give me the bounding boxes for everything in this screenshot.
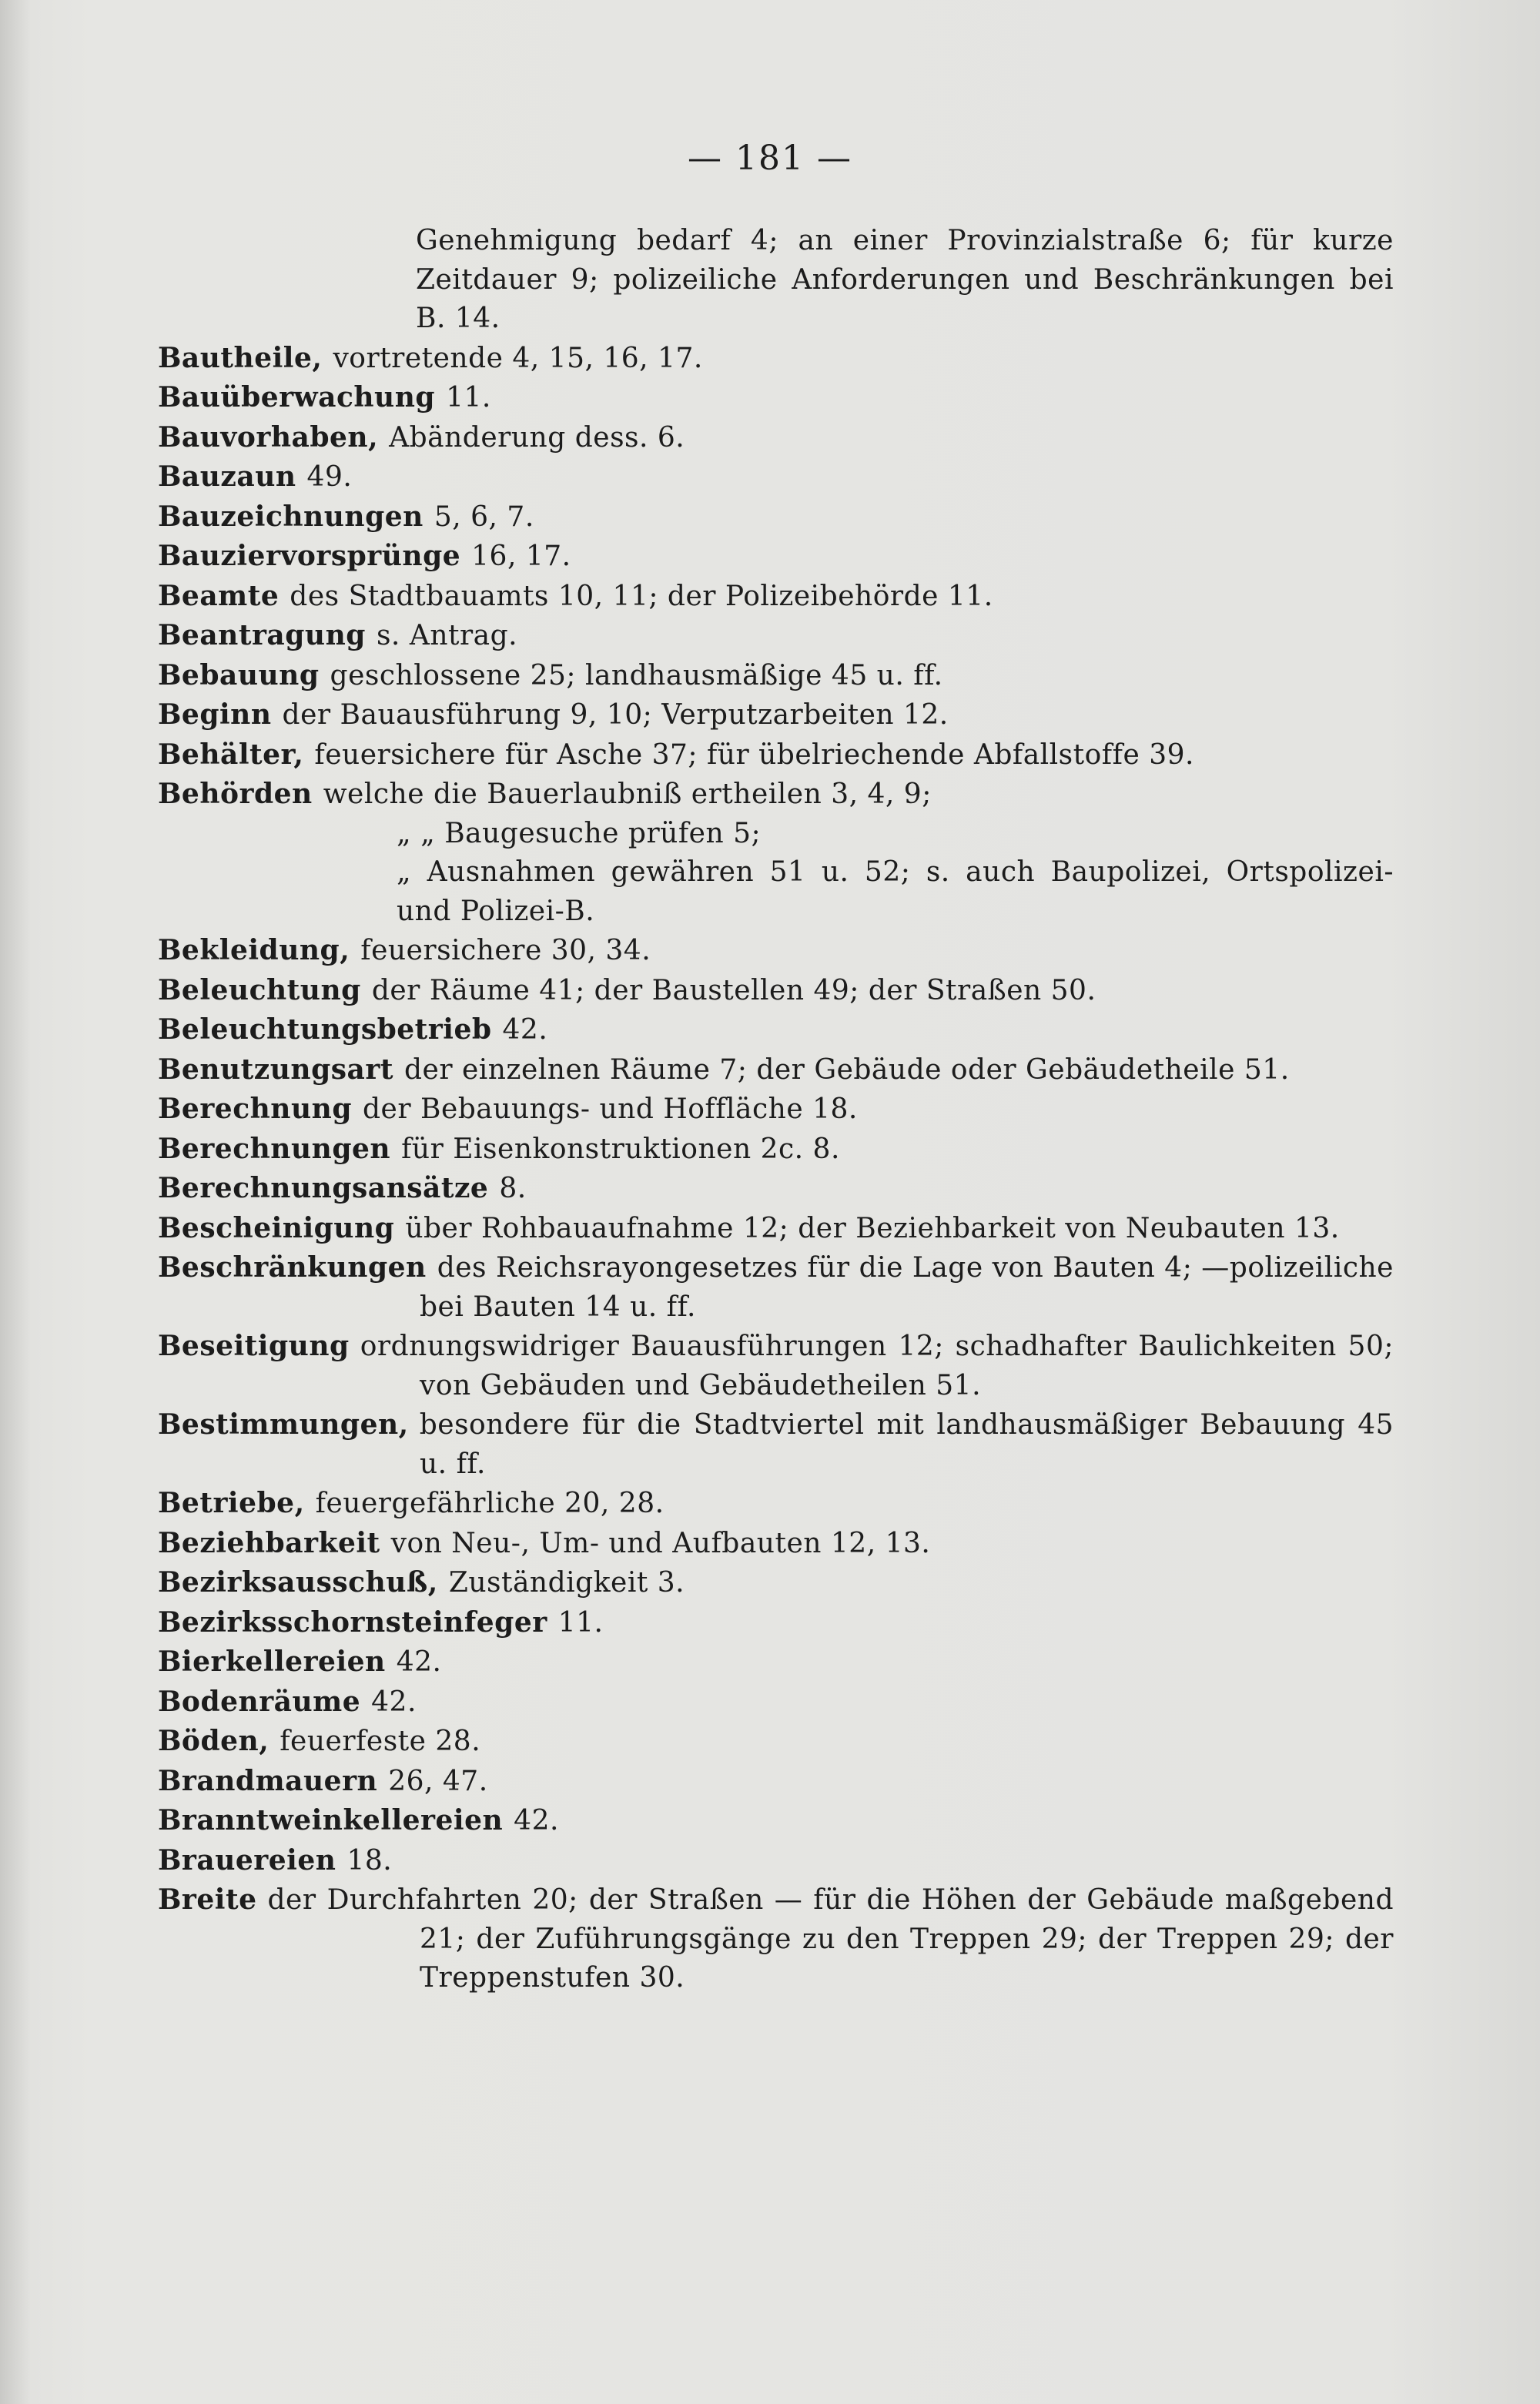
entry-text: über Rohbauaufnahme 12; der Beziehbarkeit von Neubauten 13.: [405, 1212, 1340, 1244]
index-entry: [158, 378, 1394, 418]
index-entry: [158, 1841, 1394, 1881]
entry-headword: Beginn: [158, 698, 272, 731]
entry-headword: Bautheile,: [158, 341, 323, 374]
index-entry: [158, 418, 1394, 458]
entry-headword: Berechnungen: [158, 1132, 391, 1165]
entry-text: des Reichsrayongesetzes für die Lage von Bauten 4; —polizeiliche bei Bauten 14 u. ff.: [420, 1252, 1394, 1323]
index-entry: [158, 577, 1394, 617]
index-entry: [158, 1682, 1394, 1723]
index-entry: [158, 457, 1394, 497]
index-entry: [158, 1642, 1394, 1682]
entry-text: 49.: [306, 461, 353, 493]
entry-text: von Neu-, Um- und Aufbauten 12, 13.: [390, 1527, 931, 1559]
entry-text: feuersichere für Asche 37; für übelriechende Abfallstoffe 39.: [314, 738, 1194, 771]
entry-text: für Eisenkonstruktionen 2c. 8.: [401, 1133, 840, 1165]
entry-text: 16, 17.: [471, 541, 571, 572]
index-entry: [158, 1563, 1394, 1603]
entry-text: feuersichere 30, 34.: [360, 935, 651, 966]
entry-text: der Räume 41; der Baustellen 49; der Straßen 50.: [371, 974, 1096, 1006]
index-entry: [158, 222, 1394, 339]
entry-headword: Behälter,: [158, 738, 304, 771]
entry-text: der einzelnen Räume 7; der Gebäude oder Gebäudetheile 51.: [403, 1053, 1290, 1086]
entry-headword: Bauvorhaben,: [158, 420, 379, 454]
index-entry: [158, 1327, 1394, 1405]
index-entry: [158, 735, 1394, 775]
entry-text: 5, 6, 7.: [434, 501, 534, 533]
entry-text: 18.: [346, 1844, 393, 1877]
entry-headword: Bestimmungen,: [158, 1408, 409, 1441]
entry-text: besondere für die Stadtviertel mit landhausmäßiger Bebauung 45 u. ff.: [419, 1409, 1394, 1480]
entry-headword: Betriebe,: [158, 1487, 305, 1519]
entry-headword: Bekleidung,: [158, 934, 350, 966]
index-entries: [158, 222, 1394, 1998]
entry-headword: Behörden: [158, 778, 313, 810]
entry-headword: Beleuchtungsbetrieb: [158, 1013, 492, 1046]
index-entry: [158, 1484, 1394, 1524]
entry-headword: Bierkellereien: [158, 1646, 386, 1678]
index-entry: [158, 1801, 1394, 1841]
entry-text: 11.: [557, 1606, 604, 1639]
entry-text: welche die Bauerlaubniß ertheilen 3, 4, 9;: [323, 778, 932, 810]
entry-text: Abänderung dess. 6.: [389, 421, 685, 454]
entry-headword: Beleuchtung: [158, 973, 361, 1006]
entry-text: „ „ Baugesuche prüfen 5;: [397, 817, 762, 849]
entry-text: Genehmigung bedarf 4; an einer Provinzialstraße 6; für kurze Zeitdauer 9; polizeiliche Anforderungen und Beschränkungen bei B. 14.: [416, 225, 1394, 334]
index-entry: [158, 1130, 1394, 1170]
entry-text: der Durchfahrten 20; der Straßen — für die Höhen der Gebäude maßgebend 21; der Zuführungsgänge zu den Treppen 29; der Treppen 29; der Treppenstufen 30.: [267, 1884, 1394, 1994]
entry-text: „ Ausnahmen gewähren 51 u. 52; s. auch Baupolizei, Ortspolizei- und Polizei-B.: [397, 856, 1394, 927]
entry-headword: Beziehbarkeit: [158, 1526, 380, 1559]
index-entry: [158, 339, 1394, 379]
entry-headword: Bauziervorsprünge: [158, 540, 461, 572]
entry-text: feuerfeste 28.: [280, 1726, 481, 1757]
entry-text: Zuständigkeit 3.: [448, 1567, 685, 1599]
entry-headword: Böden,: [158, 1725, 270, 1757]
entry-text: 8.: [499, 1173, 527, 1204]
entry-text: s. Antrag.: [376, 620, 518, 651]
entry-text: der Bebauungs- und Hoffläche 18.: [363, 1093, 858, 1125]
index-entry: [158, 853, 1394, 931]
entry-text: feuergefährliche 20, 28.: [315, 1488, 665, 1519]
entry-text: vortretende 4, 15, 16, 17.: [333, 342, 703, 374]
entry-headword: Bauzaun: [158, 460, 296, 493]
index-entry: [158, 1010, 1394, 1050]
entry-headword: Bebauung: [158, 658, 320, 691]
index-entry: [158, 695, 1394, 735]
index-entry: [158, 931, 1394, 971]
entry-headword: Beschränkungen: [158, 1251, 427, 1284]
index-entry: [158, 1603, 1394, 1643]
index-entry: [158, 1762, 1394, 1802]
entry-headword: Beamte: [158, 579, 280, 612]
entry-text: 42.: [502, 1014, 548, 1046]
index-entry: [158, 1248, 1394, 1327]
index-entry: [158, 971, 1394, 1011]
entry-headword: Bodenräume: [158, 1685, 361, 1718]
entry-text: 42.: [396, 1646, 442, 1678]
entry-headword: Beseitigung: [158, 1330, 350, 1362]
index-entry: [158, 1405, 1394, 1484]
entry-headword: Bescheinigung: [158, 1211, 395, 1244]
index-entry: [158, 497, 1394, 537]
entry-headword: Benutzungsart: [158, 1053, 393, 1086]
index-entry: [158, 1722, 1394, 1762]
entry-text: der Bauausführung 9, 10; Verputzarbeiten 12.: [282, 699, 949, 731]
entry-headword: Bauüberwachung: [158, 381, 436, 414]
index-entry: [158, 815, 1394, 854]
entry-text: 26, 47.: [388, 1765, 488, 1797]
entry-headword: Beantragung: [158, 619, 366, 651]
entry-text: ordnungswidriger Bauausführungen 12; schadhafter Baulichkeiten 50; von Gebäuden und Gebäudetheilen 51.: [360, 1331, 1394, 1401]
entry-text: 11.: [446, 382, 491, 414]
entry-headword: Bezirksschornsteinfeger: [158, 1605, 547, 1639]
entry-headword: Bezirksausschuß,: [158, 1566, 438, 1599]
index-entry: [158, 656, 1394, 696]
entry-headword: Brandmauern: [158, 1764, 378, 1797]
index-entry: [158, 537, 1394, 577]
index-entry: [158, 1090, 1394, 1130]
entry-headword: Bauzeichnungen: [158, 500, 424, 533]
entry-headword: Branntweinkellereien: [158, 1804, 504, 1836]
entry-headword: Breite: [158, 1883, 257, 1916]
entry-text: geschlossene 25; landhausmäßige 45 u. ff.: [330, 659, 943, 691]
index-entry: [158, 1169, 1394, 1209]
index-entry: [158, 1880, 1394, 1998]
index-entry: [158, 775, 1394, 815]
entry-text: 42.: [514, 1805, 559, 1836]
index-entry: [158, 1524, 1394, 1564]
entry-headword: Brauereien: [158, 1843, 336, 1877]
index-entry: [158, 1050, 1394, 1090]
entry-text: 42.: [371, 1686, 417, 1718]
entry-text: des Stadtbauamts 10, 11; der Polizeibehörde 11.: [290, 580, 993, 612]
entry-headword: Berechnung: [158, 1093, 352, 1125]
entry-headword: Berechnungsansätze: [158, 1172, 489, 1204]
index-entry: [158, 1209, 1394, 1249]
index-entry: [158, 616, 1394, 656]
page-number: — 181 —: [688, 139, 852, 178]
